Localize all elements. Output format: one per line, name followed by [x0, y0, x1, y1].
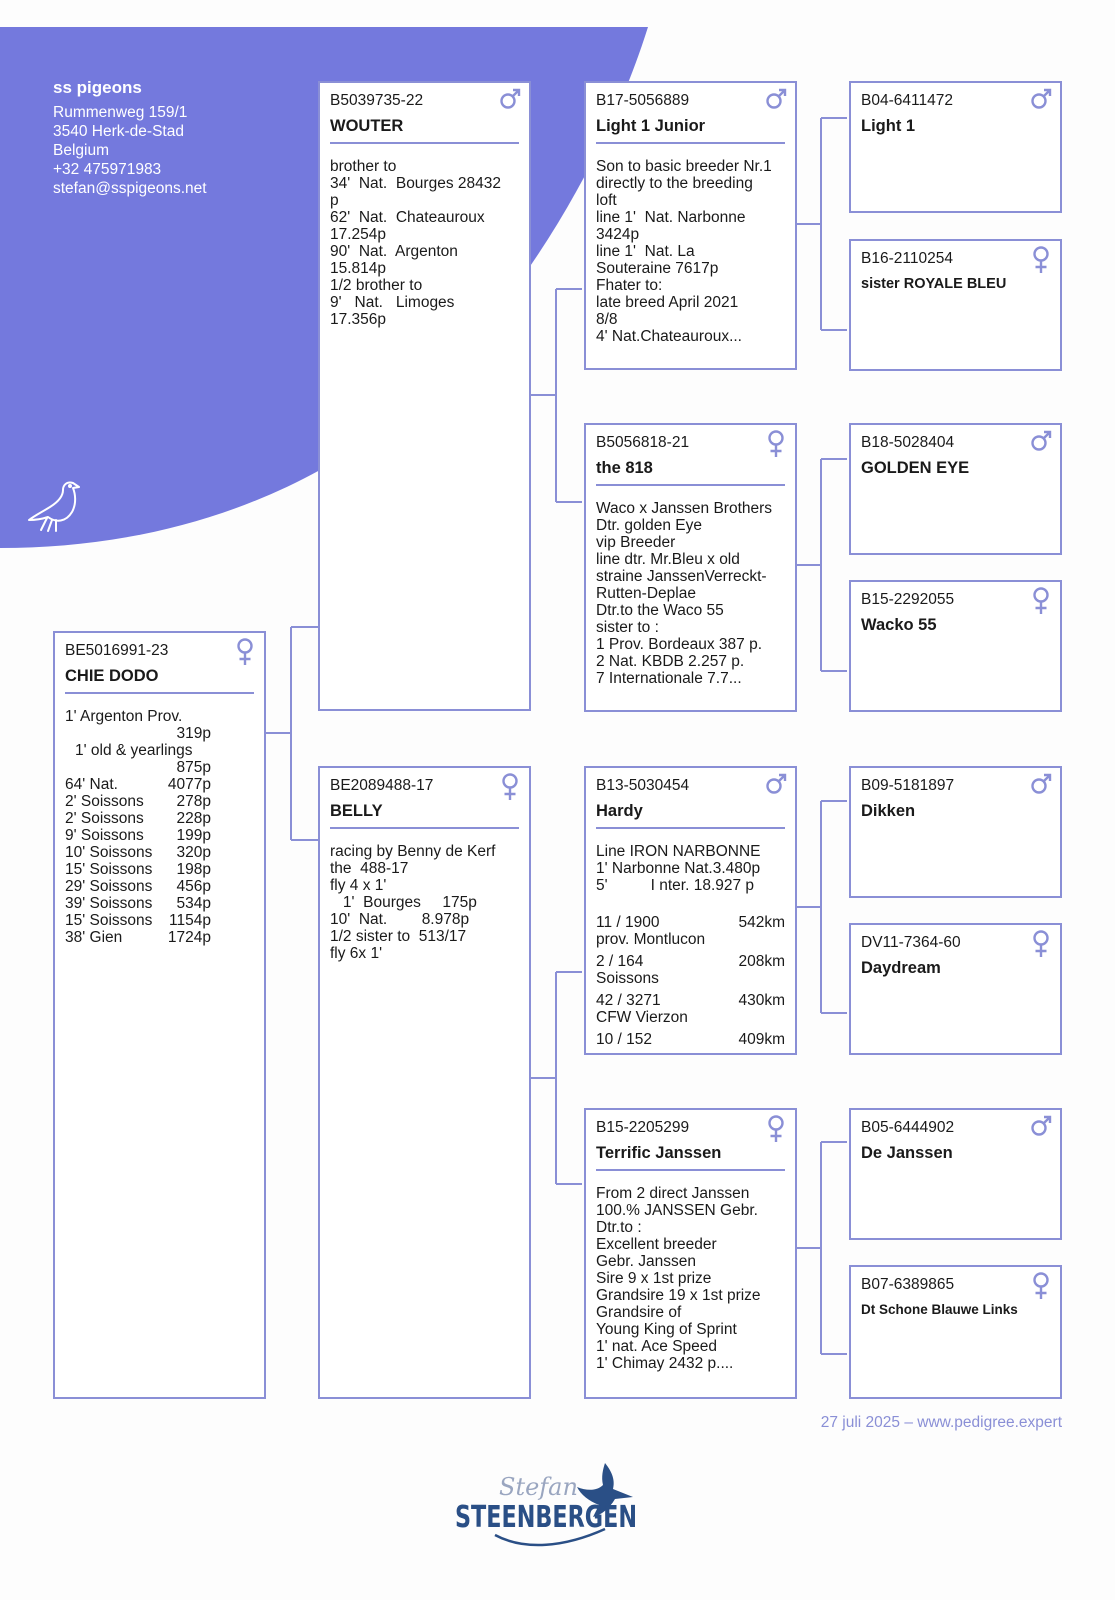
- owner-phone: +32 475971983: [53, 161, 162, 178]
- pigeon-name: Light 1 Junior: [596, 117, 706, 135]
- result-row: [65, 861, 211, 878]
- pigeon-description: From 2 direct Janssen 100.% JANSSEN Gebr. Dtr.to : Excellent breeder Gebr. Janssen Sire 9 x 1st prize Grandsire 19 x 1st prize Grandsire of Young King of Sprint 1' nat. Ace Speed 1' Chimay 2432 p....: [596, 1185, 761, 1372]
- pigeon-name: Dt Schone Blauwe Links: [861, 1302, 1018, 1317]
- result-value: 199p: [176, 827, 211, 844]
- result-race: 15' Soissons: [65, 912, 153, 929]
- result-place: 11 / 1900: [596, 914, 660, 931]
- result-distance: 409km: [738, 1031, 785, 1048]
- result-race: 2' Soissons: [65, 793, 144, 810]
- ring-number: B15-2292055: [861, 591, 955, 608]
- pedigree-ggp-card-1[interactable]: [849, 81, 1062, 213]
- result-row: [65, 878, 211, 895]
- male-symbol-icon: [765, 87, 787, 117]
- ring-number: B05-6444902: [861, 1119, 955, 1136]
- result-race: 10' Soissons: [65, 844, 153, 861]
- pigeon-description: Waco x Janssen Brothers Dtr. golden Eye vip Breeder line dtr. Mr.Bleu x old straine JanssenVerreckt- Rutten-Deplae Dtr.to the Waco 55 sister to : 1 Prov. Bordeaux 387 p. 2 Nat. KBDB 2.257 p. 7 Internationale 7.7...: [596, 500, 773, 687]
- pedigree-ggp-card-2[interactable]: [849, 239, 1062, 371]
- result-value: 4077p: [167, 776, 211, 793]
- male-symbol-icon: [1030, 87, 1052, 117]
- female-symbol-icon: [1030, 586, 1052, 616]
- pigeon-name: the 818: [596, 459, 653, 477]
- female-symbol-icon: [765, 429, 787, 459]
- pedigree-subject-card[interactable]: [53, 631, 266, 1399]
- owner-name: ss pigeons: [53, 78, 142, 97]
- result-value: 456p: [176, 878, 211, 895]
- divider: [596, 827, 785, 829]
- result-row: [65, 912, 211, 929]
- result-row: [65, 844, 211, 861]
- female-symbol-icon: [1030, 929, 1052, 959]
- divider: [596, 142, 785, 144]
- pigeon-name: Daydream: [861, 959, 941, 977]
- result-race: Soissons: [596, 970, 659, 987]
- ring-number: B13-5030454: [596, 777, 690, 794]
- pedigree-ggp-card-4[interactable]: [849, 580, 1062, 712]
- result-row: [65, 793, 211, 810]
- result-row: [596, 992, 785, 1009]
- divider: [596, 484, 785, 486]
- divider: [596, 1169, 785, 1171]
- pigeon-description: racing by Benny de Kerf the 488-17 fly 4 x 1' 1' Bourges 175p 10' Nat. 8.978p 1/2 sister to 513/17 fly 6x 1': [330, 843, 496, 962]
- result-race: prov. Montlucon: [596, 931, 706, 948]
- pedigree-ggp-card-7[interactable]: [849, 1108, 1062, 1240]
- male-symbol-icon: [1030, 1114, 1052, 1144]
- result-row: [65, 708, 211, 742]
- female-symbol-icon: [499, 772, 521, 802]
- pedigree-ggp-card-3[interactable]: [849, 423, 1062, 555]
- result-race: 2' Soissons: [65, 810, 144, 827]
- result-row: [65, 776, 211, 793]
- pigeon-icon: [26, 478, 84, 536]
- result-race: 39' Soissons: [65, 895, 153, 912]
- pigeon-name: Hardy: [596, 802, 643, 820]
- result-value: 320p: [176, 844, 211, 861]
- result-row: [65, 742, 211, 776]
- result-row: [596, 1031, 785, 1048]
- pedigree-sire-dam-card[interactable]: [584, 423, 797, 712]
- pigeon-description: Son to basic breeder Nr.1 directly to the breeding loft line 1' Nat. Narbonne 3424p line 1' Nat. La Souteraine 7617p Fhater to: late breed April 2021 8/8 4' Nat.Chateauroux...: [596, 158, 772, 345]
- pigeon-name: BELLY: [330, 802, 383, 820]
- result-entry: [596, 953, 785, 987]
- pigeon-description: Line IRON NARBONNE 1' Narbonne Nat.3.480p 5' I nter. 18.927 p: [596, 843, 761, 894]
- result-entry: [596, 914, 785, 948]
- divider: [330, 142, 519, 144]
- pedigree-dam-card[interactable]: [318, 766, 531, 1399]
- result-entry: [596, 992, 785, 1026]
- result-value: 875p: [176, 759, 211, 776]
- result-race: 38' Gien: [65, 929, 123, 946]
- pigeon-description: brother to 34' Nat. Bourges 28432 p 62' Nat. Chateauroux 17.254p 90' Nat. Argenton 15.814p 1/2 brother to 9' Nat. Limoges 17.356p: [330, 158, 501, 328]
- pigeon-name: WOUTER: [330, 117, 404, 135]
- ring-number: B5056818-21: [596, 434, 690, 451]
- result-race: 29' Soissons: [65, 878, 153, 895]
- male-symbol-icon: [1030, 772, 1052, 802]
- ring-number: B16-2110254: [861, 250, 953, 267]
- pedigree-ggp-card-5[interactable]: [849, 766, 1062, 898]
- result-race: 1' Argenton Prov.: [65, 708, 183, 725]
- steenbergen-logo: [455, 1455, 665, 1555]
- pedigree-sire-sire-card[interactable]: [584, 81, 797, 370]
- result-race: 9' Soissons: [65, 827, 144, 844]
- pigeon-name: CHIE DODO: [65, 667, 159, 685]
- pigeon-name: De Janssen: [861, 1144, 953, 1162]
- results-list: [65, 708, 211, 946]
- owner-country: Belgium: [53, 142, 109, 159]
- result-place: 2 / 164: [596, 953, 644, 970]
- owner-info: [53, 78, 207, 198]
- owner-address: Rummenweg 159/1: [53, 104, 188, 121]
- female-symbol-icon: [1030, 245, 1052, 275]
- results-list: [596, 914, 785, 1048]
- logo-signature: Stefan: [499, 1473, 578, 1501]
- pedigree-sire-card[interactable]: [318, 81, 531, 711]
- result-row: [596, 953, 785, 970]
- owner-email: stefan@sspigeons.net: [53, 180, 207, 197]
- result-distance: 430km: [738, 992, 785, 1009]
- result-value: 319p: [176, 725, 211, 742]
- pedigree-dam-dam-card[interactable]: [584, 1108, 797, 1399]
- ring-number: BE5016991-23: [65, 642, 169, 659]
- divider: [65, 692, 254, 694]
- male-symbol-icon: [765, 772, 787, 802]
- result-race: 1' old & yearlings: [75, 742, 193, 759]
- pigeon-name: sister ROYALE BLEU: [861, 276, 1007, 292]
- female-symbol-icon: [765, 1114, 787, 1144]
- result-race: CFW Vierzon: [596, 1009, 688, 1026]
- ring-number: B5039735-22: [330, 92, 424, 109]
- result-distance: 542km: [738, 914, 785, 931]
- owner-city: 3540 Herk-de-Stad: [53, 123, 184, 140]
- pigeon-name: Terrific Janssen: [596, 1144, 722, 1162]
- pigeon-name: Dikken: [861, 802, 916, 820]
- pedigree-ggp-card-6[interactable]: [849, 923, 1062, 1055]
- result-row: [65, 810, 211, 827]
- pedigree-ggp-card-8[interactable]: [849, 1265, 1062, 1399]
- divider: [330, 827, 519, 829]
- result-value: 534p: [176, 895, 211, 912]
- result-row: [65, 827, 211, 844]
- result-value: 278p: [176, 793, 211, 810]
- female-symbol-icon: [234, 637, 256, 667]
- female-symbol-icon: [1030, 1271, 1052, 1301]
- ring-number: B04-6411472: [861, 92, 953, 109]
- footer-date-link[interactable]: 27 juli 2025 – www.pedigree.expert: [820, 1414, 1062, 1431]
- result-value: 198p: [176, 861, 211, 878]
- result-row: [596, 914, 785, 931]
- pedigree-dam-sire-card[interactable]: [584, 766, 797, 1055]
- result-row: [65, 895, 211, 912]
- male-symbol-icon: [499, 87, 521, 117]
- result-race: 64' Nat.: [65, 776, 118, 793]
- result-value: 1724p: [167, 929, 211, 946]
- result-row: [65, 929, 211, 946]
- pigeon-name: Wacko 55: [861, 616, 937, 634]
- pigeon-name: Light 1: [861, 117, 916, 135]
- ring-number: B09-5181897: [861, 777, 955, 794]
- result-place: 10 / 152: [596, 1031, 653, 1048]
- result-place: 42 / 3271: [596, 992, 661, 1009]
- ring-number: BE2089488-17: [330, 777, 434, 794]
- ring-number: B18-5028404: [861, 434, 955, 451]
- ring-number: DV11-7364-60: [861, 934, 961, 951]
- result-value: 228p: [176, 810, 211, 827]
- ring-number: B15-2205299: [596, 1119, 690, 1136]
- logo-text: STEENBERGEN: [455, 1500, 637, 1535]
- male-symbol-icon: [1030, 429, 1052, 459]
- ring-number: B07-6389865: [861, 1276, 955, 1293]
- pigeon-name: GOLDEN EYE: [861, 459, 970, 477]
- ring-number: B17-5056889: [596, 92, 690, 109]
- result-race: 15' Soissons: [65, 861, 153, 878]
- result-distance: 208km: [738, 953, 785, 970]
- result-entry: [596, 1031, 785, 1048]
- result-value: 1154p: [169, 912, 211, 929]
